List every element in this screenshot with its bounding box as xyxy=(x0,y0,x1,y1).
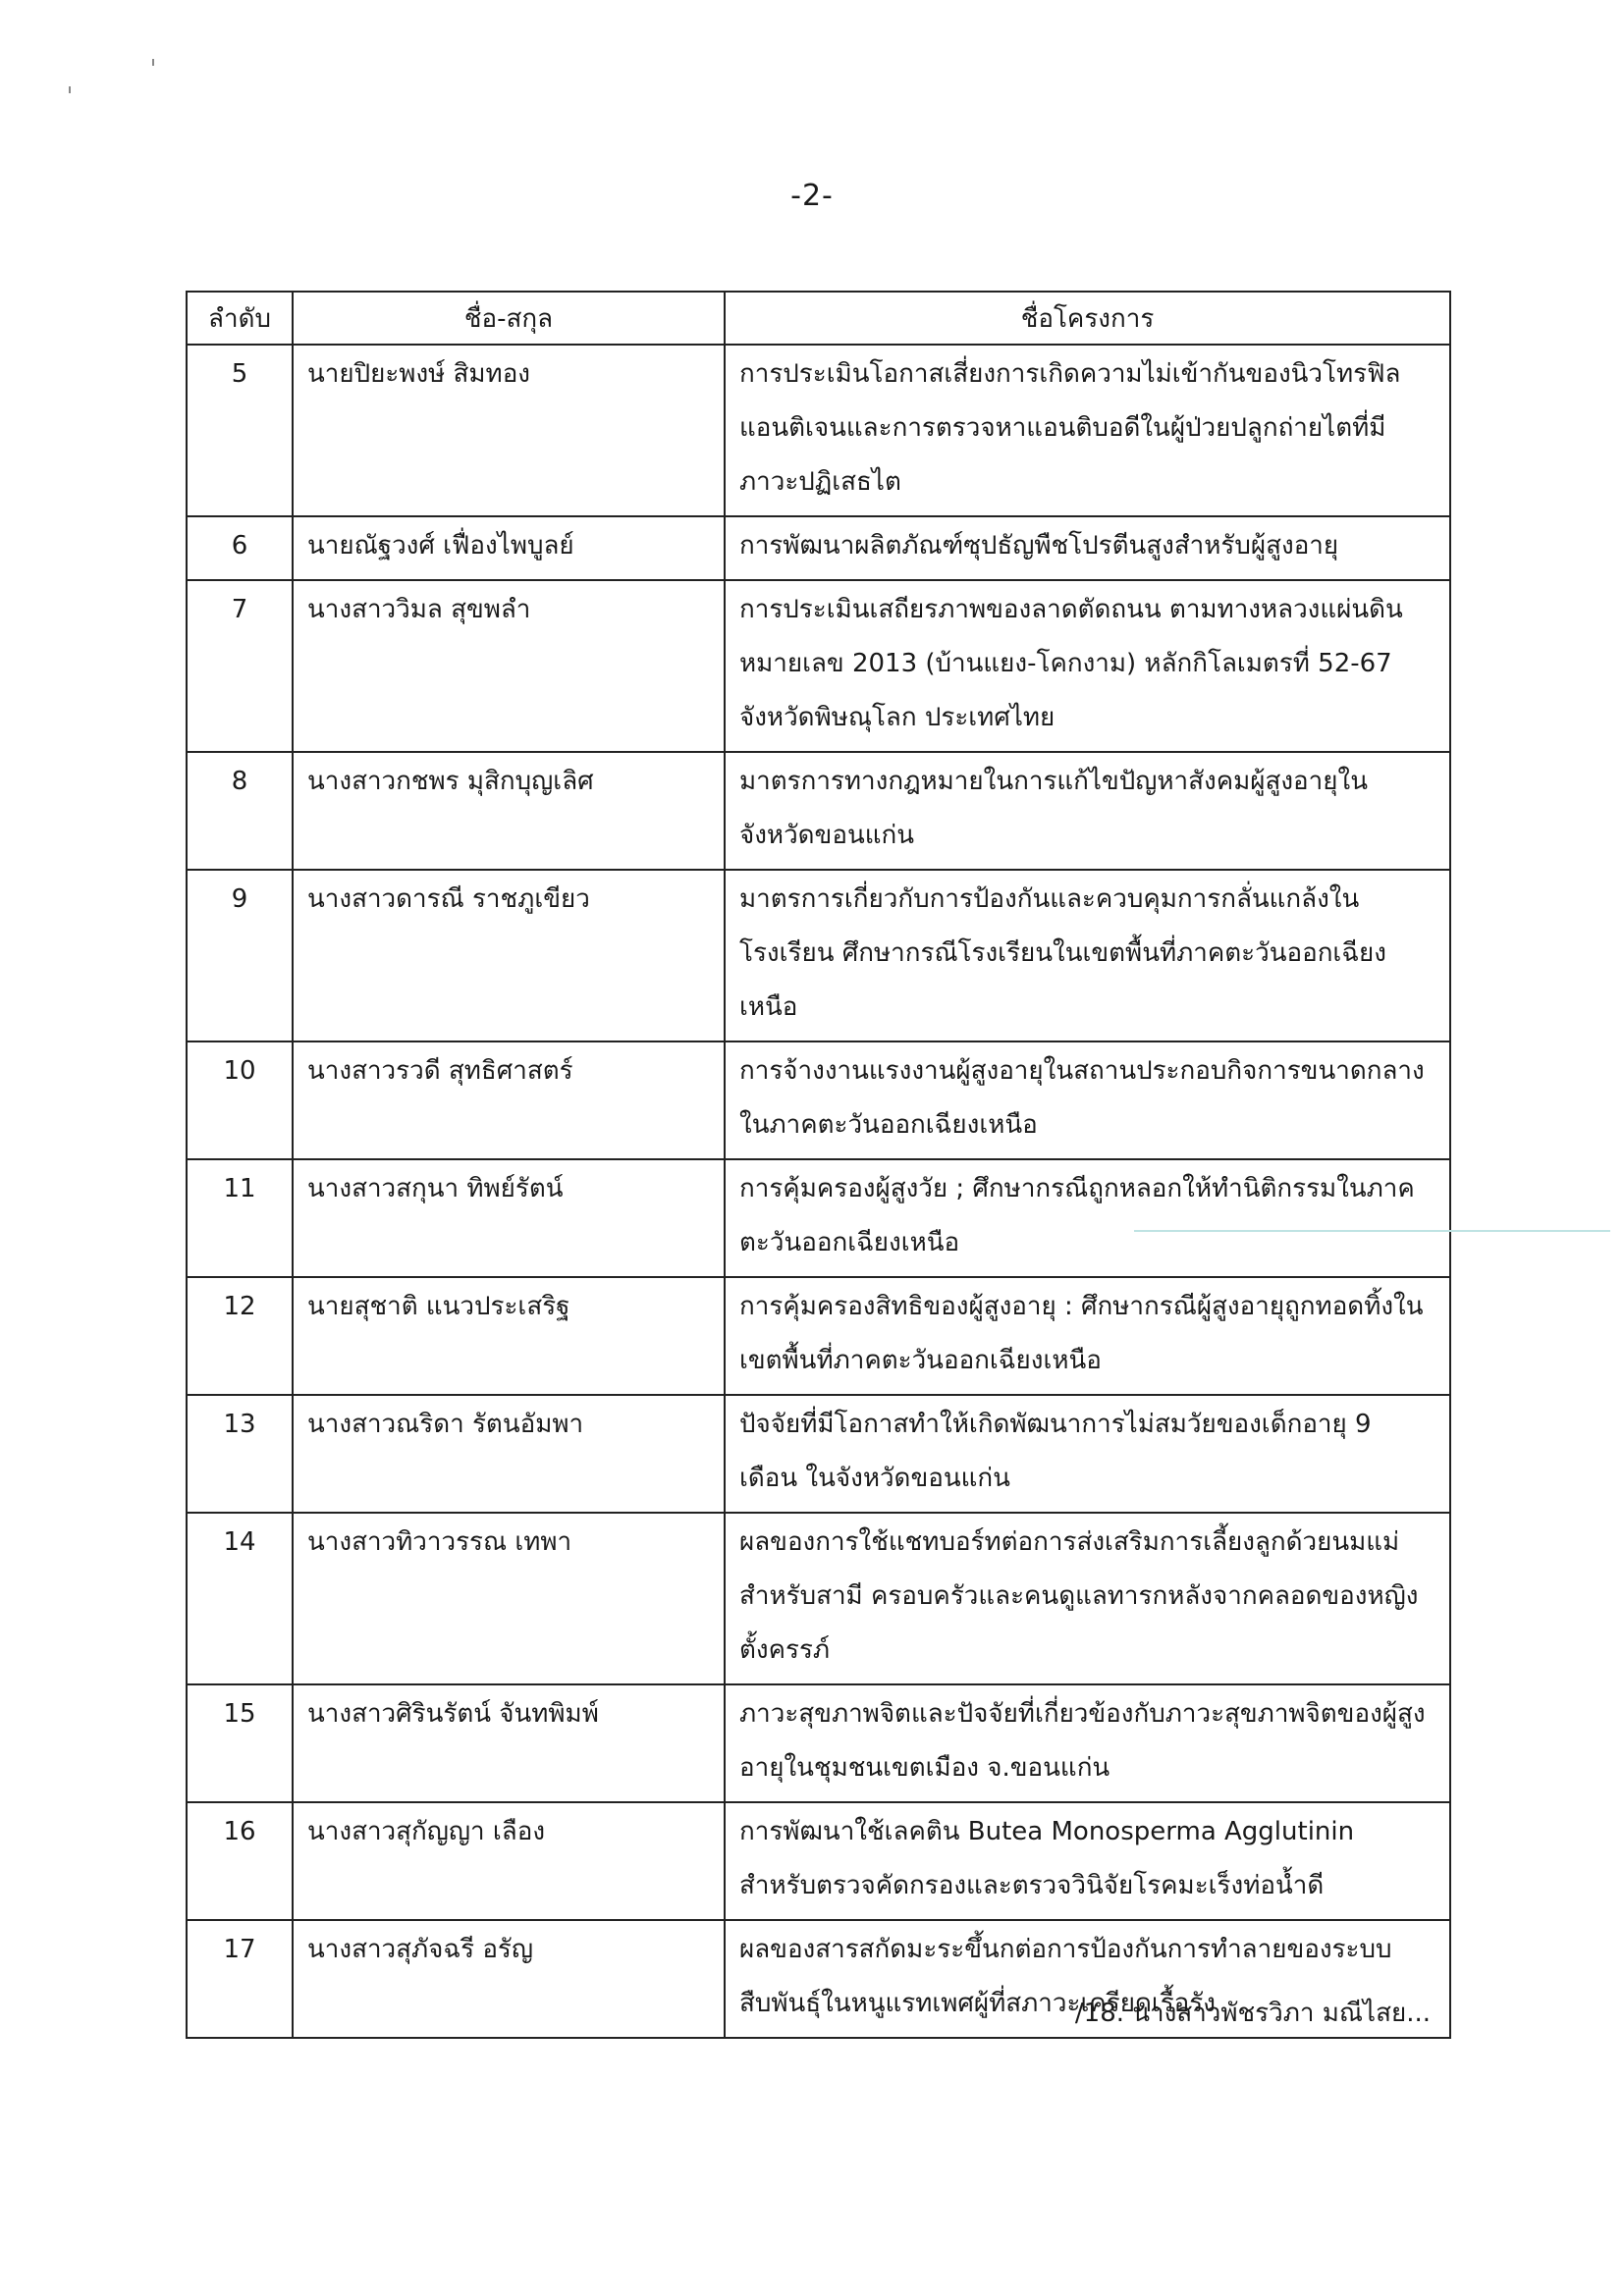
row-no: 11 xyxy=(187,1159,293,1277)
table-row xyxy=(187,516,1450,580)
row-no: 15 xyxy=(187,1684,293,1802)
row-name: นางสาววิมล สุขพลำ xyxy=(293,580,725,752)
row-no: 13 xyxy=(187,1395,293,1513)
row-name: นางสาวสุภัจฉรี อรัญ xyxy=(293,1920,725,2038)
row-name: นางสาวสกุนา ทิพย์รัตน์ xyxy=(293,1159,725,1277)
row-project: มาตรการทางกฎหมายในการแก้ไขปัญหาสังคมผู้สูงอายุในจังหวัดขอนแก่น xyxy=(725,752,1450,870)
row-no: 16 xyxy=(187,1802,293,1920)
row-no: 9 xyxy=(187,870,293,1041)
row-project: การพัฒนาผลิตภัณฑ์ซุปธัญพืชโปรตีนสูงสำหรับผู้สูงอายุ xyxy=(725,516,1450,580)
table-row xyxy=(187,752,1450,870)
row-project: การประเมินโอกาสเสี่ยงการเกิดความไม่เข้ากันของนิวโทรฟิลแอนติเจนและการตรวจหาแอนติบอดีในผู้ป่วยปลูกถ่ายไตที่มีภาวะปฏิเสธไต xyxy=(725,345,1450,516)
row-no: 5 xyxy=(187,345,293,516)
row-project: ภาวะสุขภาพจิตและปัจจัยที่เกี่ยวข้องกับภาวะสุขภาพจิตของผู้สูงอายุในชุมชนเขตเมือง จ.ขอนแก่น xyxy=(725,1684,1450,1802)
table-row xyxy=(187,580,1450,752)
row-no: 14 xyxy=(187,1513,293,1684)
row-project: ผลของการใช้แชทบอร์ทต่อการส่งเสริมการเลี้ยงลูกด้วยนมแม่ สำหรับสามี ครอบครัวและคนดูแลทารกหลังจากคลอดของหญิงตั้งครรภ์ xyxy=(725,1513,1450,1684)
table-row xyxy=(187,1684,1450,1802)
row-project: มาตรการเกี่ยวกับการป้องกันและควบคุมการกลั่นแกล้งในโรงเรียน ศึกษากรณีโรงเรียนในเขตพื้นที่ภาคตะวันออกเฉียงเหนือ xyxy=(725,870,1450,1041)
row-name: นายณัฐวงศ์ เฟื่องไพบูลย์ xyxy=(293,516,725,580)
page-number: -2- xyxy=(790,179,834,213)
header-name: ชื่อ-สกุล xyxy=(293,292,725,345)
row-no: 12 xyxy=(187,1277,293,1395)
row-project: การประเมินเสถียรภาพของลาดตัดถนน ตามทางหลวงแผ่นดิน หมายเลข 2013 (บ้านแยง-โคกงาม) หลักกิโลเมตรที่ 52-67 จังหวัดพิษณุโลก ประเทศไทย xyxy=(725,580,1450,752)
row-name: นางสาวทิวาวรรณ เทพา xyxy=(293,1513,725,1684)
row-name: นางสาวสุกัญญา เลือง xyxy=(293,1802,725,1920)
row-name: นางสาวณริดา รัตนอัมพา xyxy=(293,1395,725,1513)
row-no: 10 xyxy=(187,1041,293,1159)
table-row xyxy=(187,1041,1450,1159)
scan-mark-2 xyxy=(69,86,71,93)
table-row xyxy=(187,1159,1450,1277)
table-header-row xyxy=(187,292,1450,345)
scan-mark-1 xyxy=(152,59,154,66)
row-name: นายปิยะพงษ์ สิมทอง xyxy=(293,345,725,516)
row-no: 8 xyxy=(187,752,293,870)
row-project: การคุ้มครองสิทธิของผู้สูงอายุ : ศึกษากรณีผู้สูงอายุถูกทอดทิ้งในเขตพื้นที่ภาคตะวันออกเฉียงเหนือ xyxy=(725,1277,1450,1395)
row-no: 7 xyxy=(187,580,293,752)
row-project: ปัจจัยที่มีโอกาสทำให้เกิดพัฒนาการไม่สมวัยของเด็กอายุ 9 เดือน ในจังหวัดขอนแก่น xyxy=(725,1395,1450,1513)
table-row xyxy=(187,1277,1450,1395)
header-project: ชื่อโครงการ xyxy=(725,292,1450,345)
row-name: นายสุชาติ แนวประเสริฐ xyxy=(293,1277,725,1395)
table-row xyxy=(187,1513,1450,1684)
table-row xyxy=(187,1395,1450,1513)
table-row xyxy=(187,870,1450,1041)
row-project: ผลของสารสกัดมะระขึ้นกต่อการป้องกันการทำลายของระบบสืบพันธุ์ในหนูแรทเพศผู้ที่สภาวะเครียดเรื้อรัง xyxy=(725,1920,1450,2038)
row-name: นางสาวรวดี สุทธิศาสตร์ xyxy=(293,1041,725,1159)
header-no: ลำดับ xyxy=(187,292,293,345)
continuation-note: /18. นางสาวพัชรวิภา มณีไสย... xyxy=(1074,1999,1431,2028)
row-name: นางสาวศิรินรัตน์ จันทพิมพ์ xyxy=(293,1684,725,1802)
row-name: นางสาวดารณี ราชภูเขียว xyxy=(293,870,725,1041)
row-name: นางสาวกชพร มุสิกบุญเลิศ xyxy=(293,752,725,870)
table-row xyxy=(187,1802,1450,1920)
scan-artifact-line xyxy=(1134,1230,1610,1232)
row-project: การพัฒนาใช้เลคติน Butea Monosperma Agglutinin สำหรับตรวจคัดกรองและตรวจวินิจัยโรคมะเร็งท่อน้ำดี xyxy=(725,1802,1450,1920)
table-row xyxy=(187,345,1450,516)
project-list-table xyxy=(186,291,1451,2039)
row-no: 17 xyxy=(187,1920,293,2038)
row-project: การคุ้มครองผู้สูงวัย ; ศึกษากรณีถูกหลอกให้ทำนิติกรรมในภาคตะวันออกเฉียงเหนือ xyxy=(725,1159,1450,1277)
row-no: 6 xyxy=(187,516,293,580)
row-project: การจ้างงานแรงงานผู้สูงอายุในสถานประกอบกิจการขนาดกลางในภาคตะวันออกเฉียงเหนือ xyxy=(725,1041,1450,1159)
